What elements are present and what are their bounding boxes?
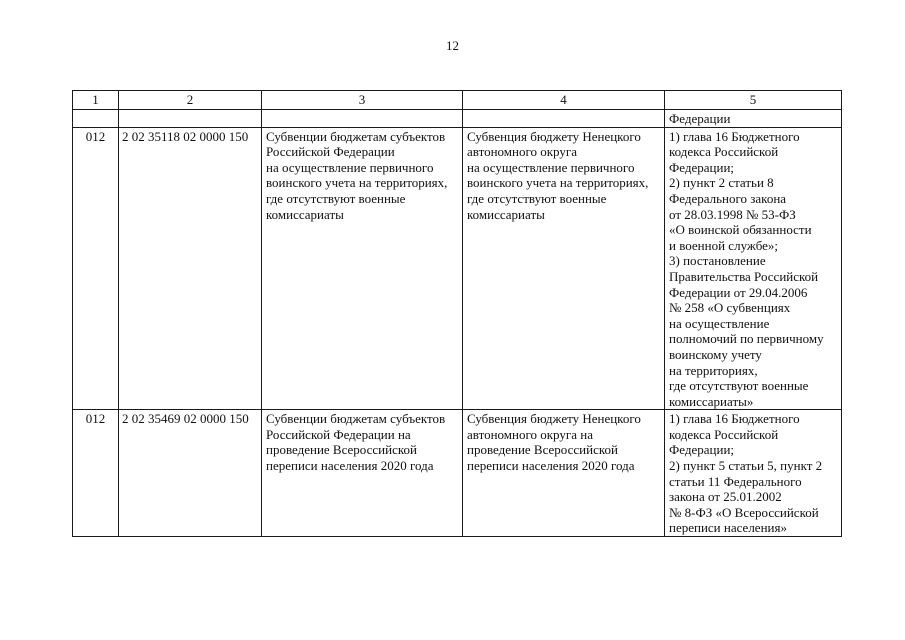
cell-line: Субвенция бюджету Ненецкого	[467, 128, 641, 144]
cell-line: кодекса Российской	[669, 426, 779, 442]
column-header-1: 1	[73, 91, 119, 110]
cell-line: статьи 11 Федерального	[669, 473, 802, 489]
table-row	[73, 127, 842, 410]
cell-line: воинского учета на территориях,	[266, 175, 448, 191]
income-type-name-cell	[262, 410, 463, 537]
cell-line: переписи населения 2020 года	[266, 458, 434, 474]
cell-line: № 8-ФЗ «О Всероссийской	[669, 504, 819, 520]
cell-line: Правительства Российской	[669, 268, 819, 284]
legal-basis-cell	[665, 127, 842, 410]
cell-line: 3) постановление	[669, 253, 766, 269]
income-subtype-name-cell	[463, 127, 665, 410]
budget-table	[72, 90, 842, 537]
cell-line: полномочий по первичному	[669, 331, 824, 347]
cell-line: где отсутствуют военные	[669, 378, 809, 394]
cell-line: и военной службе»;	[669, 237, 779, 253]
cell-line: на осуществление первичного	[467, 159, 635, 175]
cell-line: 2) пункт 2 статьи 8	[669, 175, 774, 191]
cell-line: воинского учета на территориях,	[467, 175, 649, 191]
cell-line: Субвенция бюджету Ненецкого	[467, 411, 641, 427]
cell-line: где отсутствуют военные	[467, 190, 607, 206]
cell-line: на осуществление	[669, 315, 770, 331]
continuation-cell-5	[665, 109, 842, 127]
cell-line: кодекса Российской	[669, 144, 779, 160]
cell-line: где отсутствуют военные	[266, 190, 406, 206]
income-type-name-cell	[262, 127, 463, 410]
cell-line: Российской Федерации	[266, 144, 395, 160]
column-header-4: 4	[463, 91, 665, 110]
cell-line: от 28.03.1998 № 53-ФЗ	[669, 206, 796, 222]
cell-line: Российской Федерации на	[266, 426, 411, 442]
continuation-cell-1	[73, 109, 119, 127]
column-header-2: 2	[119, 91, 262, 110]
cell-line: переписи населения 2020 года	[467, 458, 635, 474]
continuation-row	[73, 109, 842, 127]
admin-code-cell: 012	[73, 127, 119, 410]
continuation-cell-4	[463, 109, 665, 127]
cell-line: № 258 «О субвенциях	[669, 300, 791, 316]
table-row	[73, 410, 842, 537]
cell-line: Субвенции бюджетам субъектов	[266, 411, 446, 427]
continuation-text: Федерации	[669, 110, 731, 126]
column-header-5: 5	[665, 91, 842, 110]
cell-line: «О воинской обязанности	[669, 222, 812, 238]
column-number-row	[73, 91, 842, 110]
budget-class-code-cell: 2 02 35118 02 0000 150	[119, 127, 262, 410]
budget-class-code-cell: 2 02 35469 02 0000 150	[119, 410, 262, 537]
cell-line: закона от 25.01.2002	[669, 489, 782, 505]
table-header	[73, 91, 842, 110]
cell-line: 1) глава 16 Бюджетного	[669, 128, 800, 144]
cell-line: на осуществление первичного	[266, 159, 434, 175]
cell-line: воинскому учету	[669, 346, 762, 362]
cell-line: автономного округа на	[467, 426, 593, 442]
cell-line: Федерации;	[669, 159, 735, 175]
cell-line: 1) глава 16 Бюджетного	[669, 411, 800, 427]
cell-line: на территориях,	[669, 362, 758, 378]
legal-basis-cell	[665, 410, 842, 537]
cell-line: переписи населения»	[669, 520, 787, 536]
cell-line: Субвенции бюджетам субъектов	[266, 128, 446, 144]
cell-line: проведение Всероссийской	[266, 442, 417, 458]
cell-line: комиссариаты	[266, 206, 344, 222]
column-header-3: 3	[262, 91, 463, 110]
cell-line: Федерации;	[669, 442, 735, 458]
cell-line: 2) пункт 5 статьи 5, пункт 2	[669, 458, 823, 474]
cell-line: проведение Всероссийской	[467, 442, 618, 458]
cell-line: Федерации от 29.04.2006	[669, 284, 808, 300]
cell-line: автономного округа	[467, 144, 577, 160]
cell-line: комиссариаты	[467, 206, 545, 222]
continuation-cell-3	[262, 109, 463, 127]
page-number: 12	[446, 38, 459, 53]
admin-code-cell: 012	[73, 410, 119, 537]
continuation-cell-2	[119, 109, 262, 127]
income-subtype-name-cell	[463, 410, 665, 537]
cell-line: комиссариаты»	[669, 393, 754, 409]
cell-line: Федерального закона	[669, 190, 787, 206]
